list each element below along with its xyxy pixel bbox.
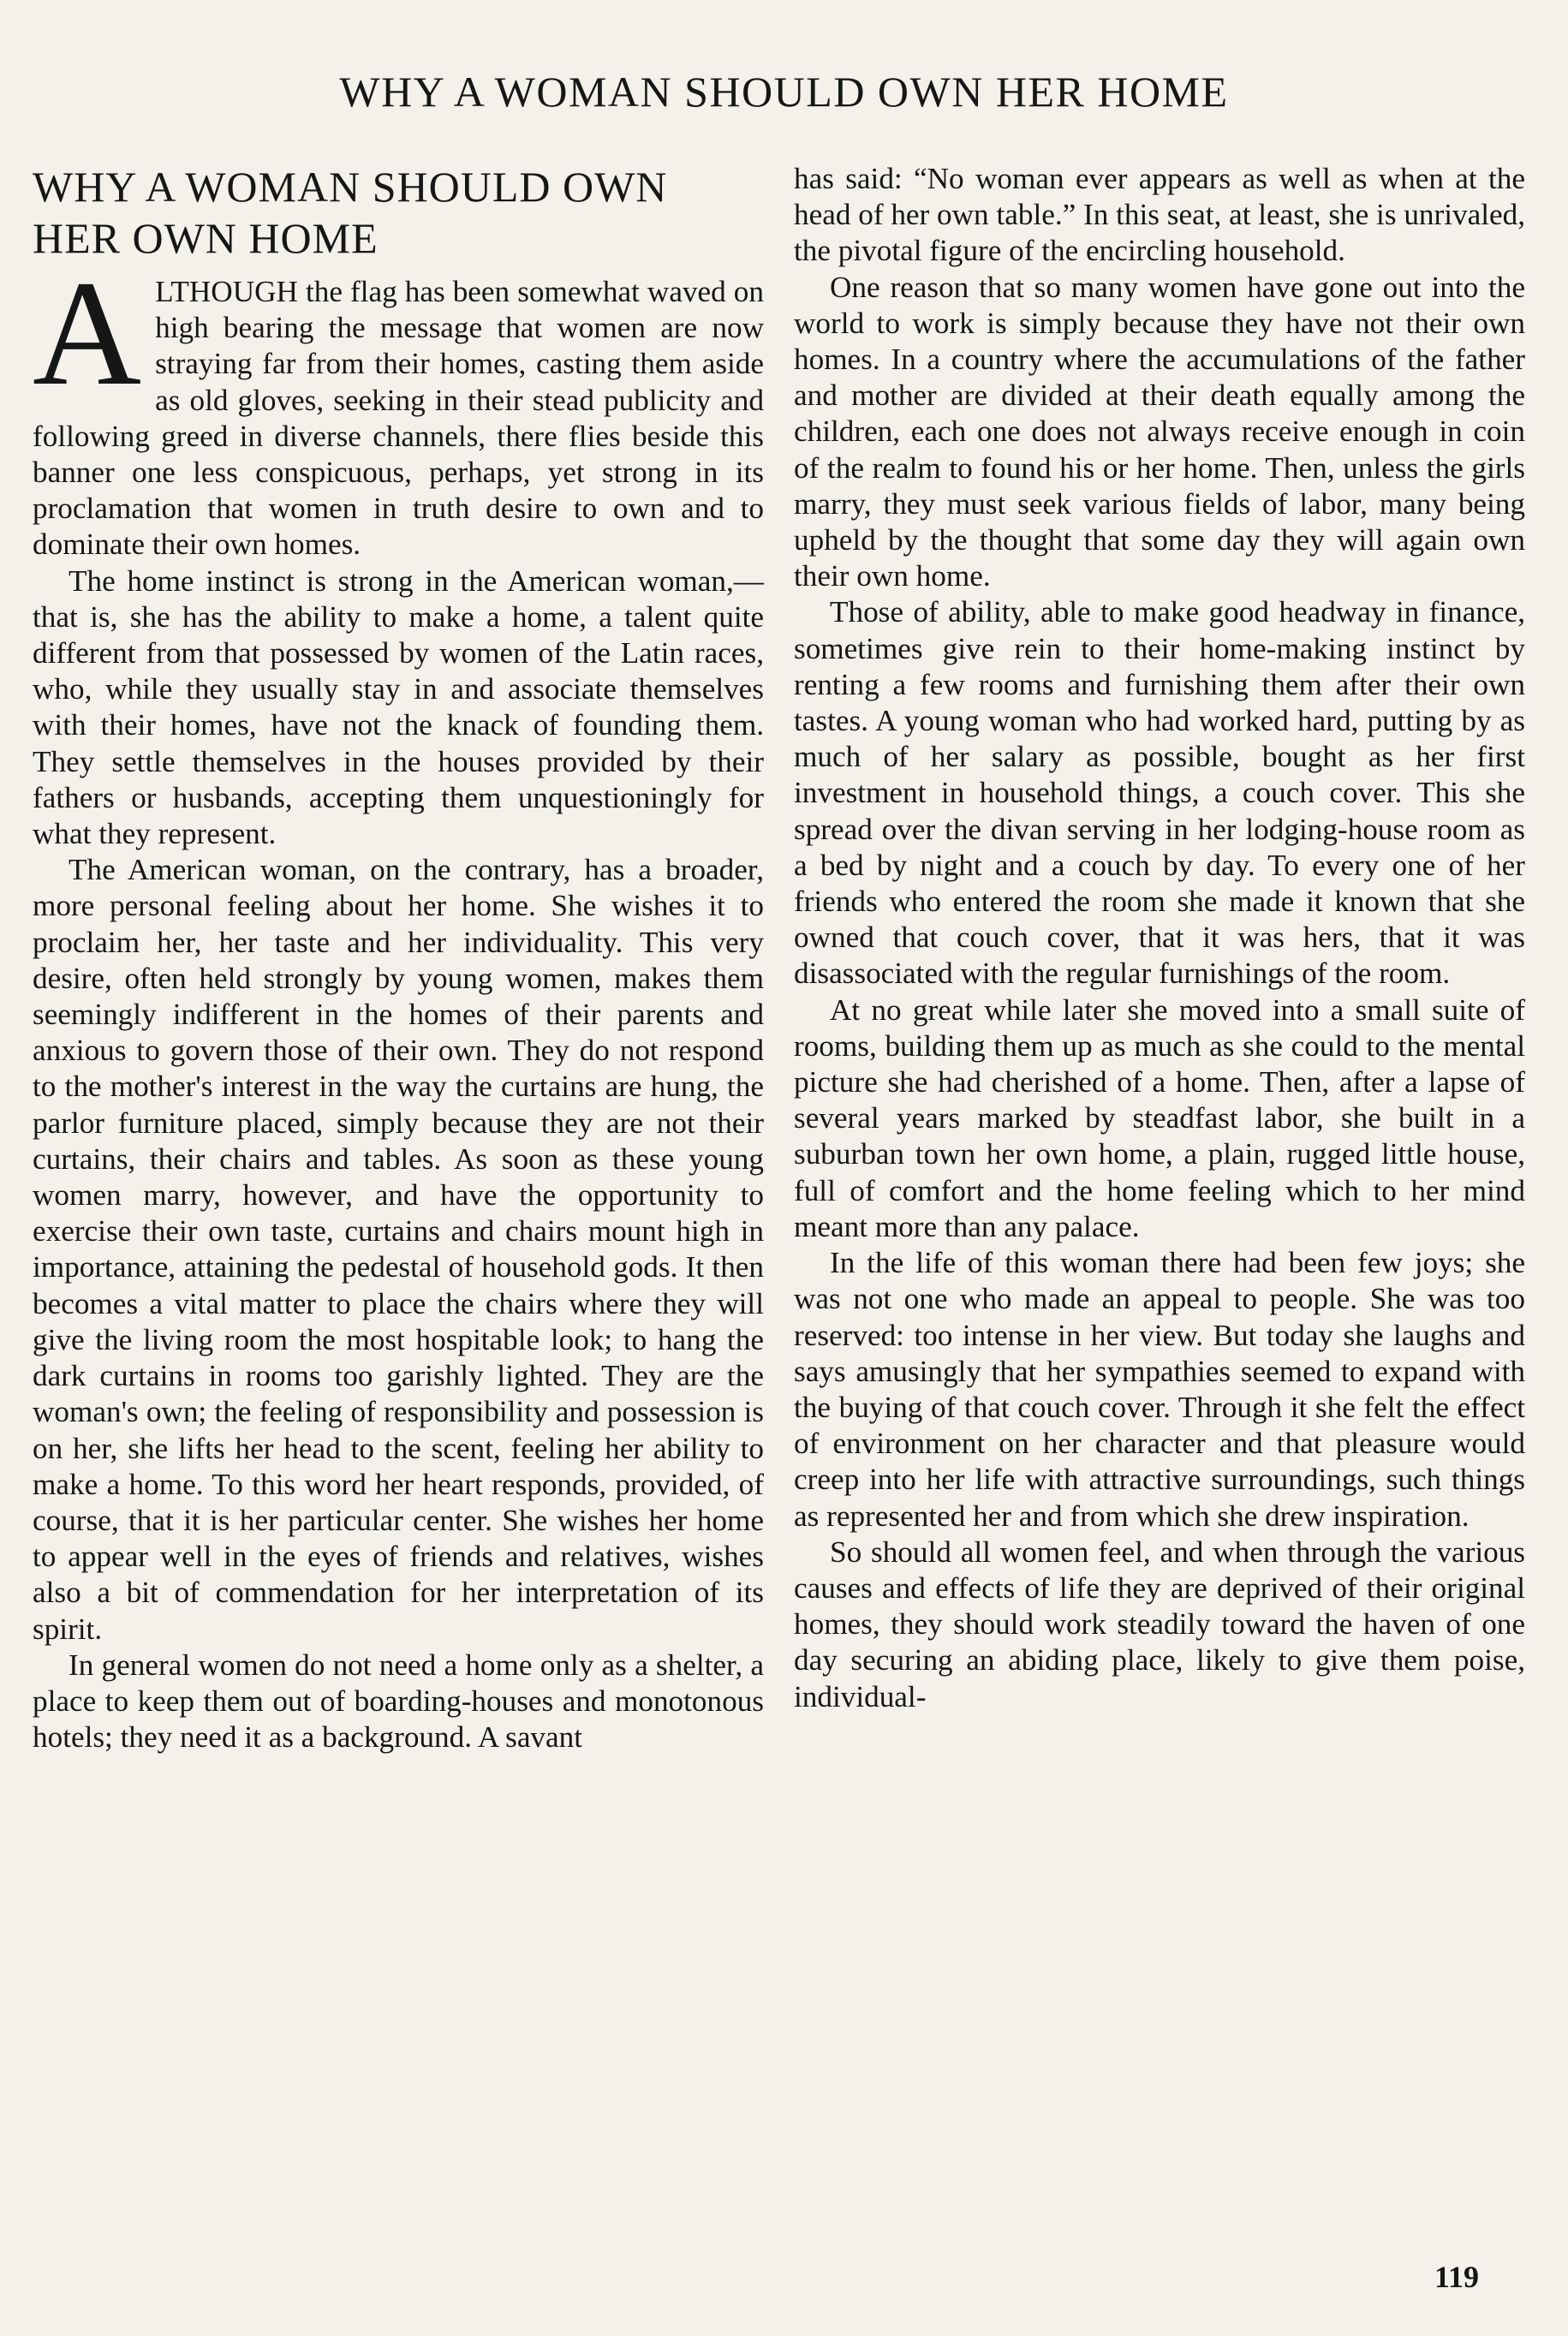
paragraph-6: Those of ability, able to make good headway in finance, sometimes give rein to their home-making instinct by renting a few rooms and furnishing them after their own tastes. A young woman who had worked hard, putting by as much of her salary as possible, bought as her first investment in household things, a couch cover. This she spread over the divan serving in her lodging-house room as a bed by night and a couch by day. To every one of her friends who entered the room she made it known that she owned that couch cover, that it was hers, that it was disassociated with the regular furnishings of the room. [794,595,1525,991]
paragraph-9: So should all women feel, and when through the various causes and effects of life they are deprived of their original homes, they should work steadily toward the haven of one day securing an abiding place, likely to give them poise, individual- [794,1534,1525,1713]
paragraph-5: One reason that so many women have gone out into the world to work is simply because they have not their own homes. In a country where the accumulations of the father and mother are divided at their death equally among the children, each one does not always receive enough in coin of the realm to found his or her home. Then, unless the girls marry, they must seek various fields of labor, many being upheld by the thought that some day they will again own their own home. [794,270,1525,593]
article-title: WHY A WOMAN SHOULD OWN HER OWN HOME [33,163,668,262]
left-column [33,161,764,1755]
paragraph-1-text: LTHOUGH the flag has been somewhat waved on high bearing the message that women are now straying far from their homes, casting them aside as old gloves, seeking in their stead publicity and following greed in diverse channels, there flies beside this banner one less conspicuous, perhaps, yet strong in its proclamation that women in truth desire to own and to dominate their own homes. [33,275,764,562]
paragraph-2: The home instinct is strong in the American woman,—that is, she has the ability to make a home, a talent quite different from that possessed by women of the Latin races, who, while they usually stay in and associate themselves with their homes, have not the knack of founding them. They settle themselves in the houses provided by their fathers or husbands, accepting them unquestioningly for what they represent. [33,563,764,851]
paragraph-4-continued: has said: “No woman ever appears as well as when at the head of her own table.” In this seat, at least, she is unrivaled, the pivotal figure of the encircling household. [794,162,1526,268]
paragraph-4: In general women do not need a home only as a shelter, a place to keep them out of boarding-houses and monotonous hotels; they need it as a background. A savant [33,1648,764,1755]
paragraph-7: At no great while later she moved into a small suite of rooms, building them up as much as she could to the mental picture she had cherished of a home. Then, after a lapse of several years marked by steadfast labor, she built in a suburban town her own home, a plain, rugged little house, full of comfort and the home feeling which to her mind meant more than any palace. [794,992,1525,1243]
right-column [794,161,1525,1715]
drop-cap: A [33,250,142,417]
paragraph-8: In the life of this woman there had been few joys; she was not one who made an appeal to people. She was too reserved: too intense in her view. But today she laughs and says amusingly that her sympathies seemed to expand with the buying of that couch cover. Through it she felt the effect of environment on her character and that pleasure would creep into her life with attractive surroundings, such things as represented her and from which she drew inspiration. [794,1246,1525,1533]
running-head: WHY A WOMAN SHOULD OWN HER HOME [339,68,1229,116]
paragraph-3: The American woman, on the contrary, has a broader, more personal feeling about her home. She wishes it to proclaim her, her taste and her individuality. This very desire, often held strongly by young women, makes them seemingly indifferent in the homes of their parents and anxious to govern those of their own. They do not respond to the mother's interest in the way the curtains are hung, the parlor furniture placed, simply because they are not their curtains, their chairs and tables. As soon as these young women marry, however, and have the opportunity to exercise their own taste, curtains and chairs mount high in importance, attaining the pedestal of household gods. It then becomes a vital matter to place the chairs where they will give the living room the most hospitable look; to hang the dark curtains in rooms too garishly lighted. They are the woman's own; the feeling of responsibility and possession is on her, she lifts her head to the scent, feeling her ability to make a home. To this word her heart responds, provided, of course, that it is her particular center. She wishes her home to appear well in the eyes of friends and relatives, wishes also a bit of commendation for her interpretation of its spirit. [33,853,764,1646]
page-number: 119 [1434,2260,1479,2294]
paragraph-1 [33,250,764,563]
